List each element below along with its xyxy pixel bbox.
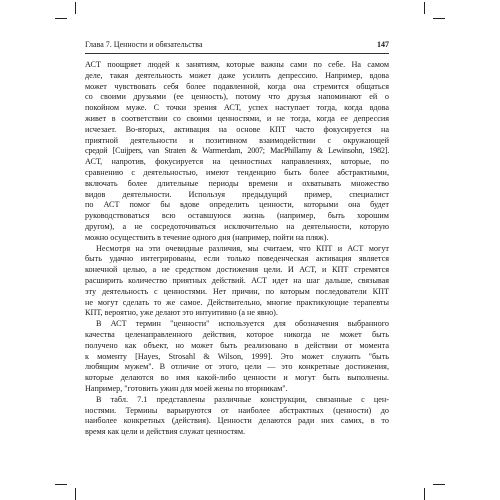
text-line: Несмотря на эти очевидные различия, мы считаем, что КПТ и АСТ могут [96, 243, 389, 253]
text-line: живет в соответствии со своими ценностями, и не тогда, когда ее депрессия [85, 113, 389, 123]
chapter-title: Глава 7. Ценности и обязательства [85, 40, 203, 49]
paragraph [85, 244, 389, 320]
page-body [85, 60, 389, 438]
text-line: В АСТ термин "ценности" используется для обозначения выбранного [96, 319, 389, 329]
crop-mark-top-right-h [433, 18, 445, 19]
text-line: со своими друзьями (ее ценность), потому что друзья напоминают ей о [85, 92, 389, 102]
text-line: конечной целью, а не средством достижения цели. И АСТ, и КПТ стремятся [85, 265, 389, 275]
text-line: видов деятельности. Используя предыдущий пример, специалист [85, 189, 389, 199]
crop-mark-top-right-v [424, 2, 425, 14]
paragraph [85, 395, 389, 438]
paragraph [85, 319, 389, 395]
text-line: сравнению с деятельностью, имеют тенденцию быть более абстрактными, [85, 167, 389, 177]
text-line: быть удачно интегрированы, если только поведенческая активация является [85, 254, 389, 264]
crop-mark-bottom-left-v [75, 488, 76, 500]
crop-mark-top-left-v [75, 2, 76, 14]
text-line: Например, "готовить ужин для моей жены по вторникам". [85, 383, 288, 393]
text-line: ностями. Термины варьируются от наиболее абстрактных (ценности) до [85, 405, 389, 415]
text-line: АСТ поощряет людей к занятиям, которые важны сами по себе. На самом [85, 60, 389, 69]
text-line: по АСТ помог бы вдове определить ценности, которыми она будет [85, 200, 389, 210]
text-line: эту деятельность с ценностями. Нет причин, по которым последователи КПТ [85, 286, 389, 296]
text-line: наиболее конкретных (действия). Ценности делаются ради них самих, в то [85, 416, 389, 426]
crop-mark-bottom-left-h [55, 484, 67, 485]
text-line: деле, такая деятельность может даже усилить депрессию. Например, вдова [85, 70, 389, 80]
text-line: исчезает. Во-вторых, активация на основе КПТ часто фокусируется на [85, 124, 389, 134]
crop-mark-bottom-right-v [424, 488, 425, 500]
text-line: другом), а не сосредоточиваться исключительно на деятельности, которую [85, 221, 389, 231]
text-line: АСТ, напротив, фокусируется на ценностных направлениях, которые, по [85, 157, 389, 167]
text-line: получено как объект, но может быть реализовано в действии от момента [85, 340, 389, 350]
text-line: время как цели и действия служат ценностям. [85, 427, 246, 437]
crop-mark-top-left-h [55, 18, 67, 19]
text-line: может чувствовать себя более подавленной, когда она стремится общаться [85, 81, 389, 91]
text-line: покойном муже. С точки зрения АСТ, успех наступает тогда, когда вдова [85, 103, 389, 113]
header-rule [85, 53, 389, 54]
crop-mark-bottom-right-h [433, 484, 445, 485]
text-line: приятной деятельности и позитивном взаимодействии с окружающей [85, 135, 389, 145]
text-line: средой [Cuijpers, van Straten & Warmerdam, 2007; MacPhillamy & Lewinsohn, 1982]. [85, 146, 389, 156]
text-line: можно осуществить в течение одного дня (например, пойти на пляж). [85, 232, 329, 242]
text-line: руководствоваться всю оставшуюся жизнь (например, быть хорошим [85, 211, 389, 221]
text-line: любящим мужем". В отличие от этого, цели — это конкретные достижения, [85, 362, 389, 372]
text-line: КПТ, вероятно, уже делают это интуитивно (а не явно). [85, 308, 278, 318]
text-line: к моменту [Hayes, Strosahl & Wilson, 1999]. Это может служить "быть [85, 351, 389, 361]
paragraph [85, 60, 389, 244]
text-line: В табл. 7.1 представлены различные конструкции, связанные с цен- [96, 394, 389, 404]
text-line: качества целенаправленного действия, которое никогда не может быть [85, 329, 389, 339]
text-line: включать более длительные периоды времени и охватывать множество [85, 178, 389, 188]
text-line: не могут сделать то же самое. Действительно, многие практикующие терапевты [85, 297, 389, 307]
page-number: 147 [377, 40, 389, 49]
text-line: которые делаются во имя какой-либо ценности и могут быть выполнены. [85, 373, 389, 383]
text-line: расширить количество приятных действий. АСТ идет на шаг дальше, связывая [85, 275, 389, 285]
